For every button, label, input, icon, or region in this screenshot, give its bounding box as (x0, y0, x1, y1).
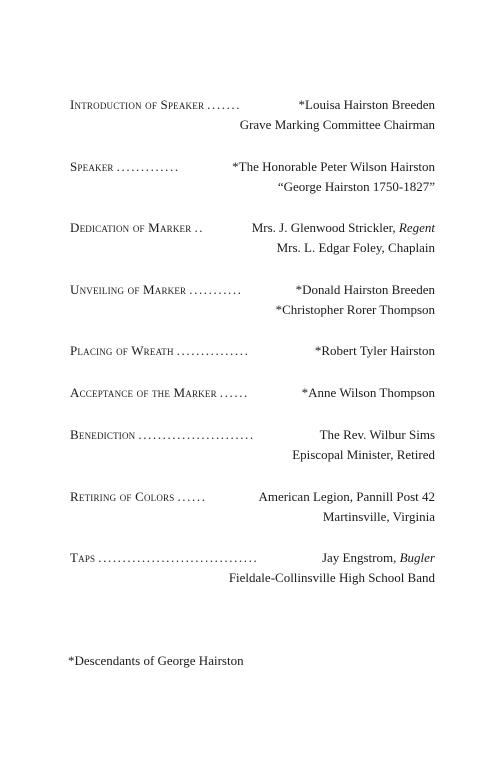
dot-leader: ................................. (98, 550, 259, 565)
participant-name: *Donald Hairston Breeden (295, 282, 435, 297)
item-label: Dedication of Marker (70, 220, 192, 235)
item-label: Unveiling of Marker (70, 282, 187, 297)
participant-name: Jay Engstrom, Bugler (321, 550, 435, 565)
participant-second: *Christopher Rorer Thompson (275, 302, 435, 317)
participant-name: *Anne Wilson Thompson (301, 385, 435, 400)
participant-title: Regent (398, 220, 435, 235)
participant-name: *Louisa Hairston Breeden (298, 97, 435, 112)
participant-name: *Robert Tyler Hairston (314, 343, 435, 358)
participant-second: Mrs. L. Edgar Foley, Chaplain (276, 240, 435, 255)
item-label: Acceptance of the Marker (70, 385, 217, 400)
speech-title: “George Hairston 1750-1827” (277, 179, 435, 194)
dot-leader: ........... (189, 282, 243, 297)
footnote: *Descendants of George Hairston (68, 653, 244, 668)
dot-leader: ...... (219, 385, 249, 400)
participant-name: Mrs. J. Glenwood Strickler, Regent (251, 220, 435, 235)
program-item-speaker (70, 157, 435, 197)
dot-leader: ............... (176, 343, 250, 358)
participant-role: Grave Marking Committee Chairman (239, 117, 435, 132)
item-label: Retiring of Colors (70, 489, 175, 504)
item-label: Taps (70, 550, 96, 565)
participant-name: The Rev. Wilbur Sims (319, 427, 435, 442)
participant-role: Episcopal Minister, Retired (292, 447, 435, 462)
program-item-acceptance (70, 383, 435, 403)
dot-leader: ............. (116, 159, 180, 174)
item-label: Introduction of Speaker (70, 97, 205, 112)
program-item-unveiling (70, 280, 435, 320)
program-item-introduction (70, 95, 435, 135)
item-label: Speaker (70, 159, 114, 174)
participant-name: American Legion, Pannill Post 42 (258, 489, 435, 504)
program-item-wreath (70, 341, 435, 361)
dot-leader: ....... (207, 97, 242, 112)
dot-leader: ........................ (138, 427, 255, 442)
program-item-benediction (70, 425, 435, 465)
participant-location: Martinsville, Virginia (322, 509, 435, 524)
dot-leader: .. (194, 220, 205, 235)
item-label: Benediction (70, 427, 136, 442)
program-item-retiring-colors (70, 487, 435, 527)
participant-name: *The Honorable Peter Wilson Hairston (232, 159, 435, 174)
program-item-dedication (70, 218, 435, 258)
program-item-taps (70, 548, 435, 588)
item-label: Placing of Wreath (70, 343, 174, 358)
dot-leader: ...... (177, 489, 207, 504)
participant-title: Bugler (399, 550, 435, 565)
participant-affiliation: Fieldale-Collinsville High School Band (228, 570, 435, 585)
